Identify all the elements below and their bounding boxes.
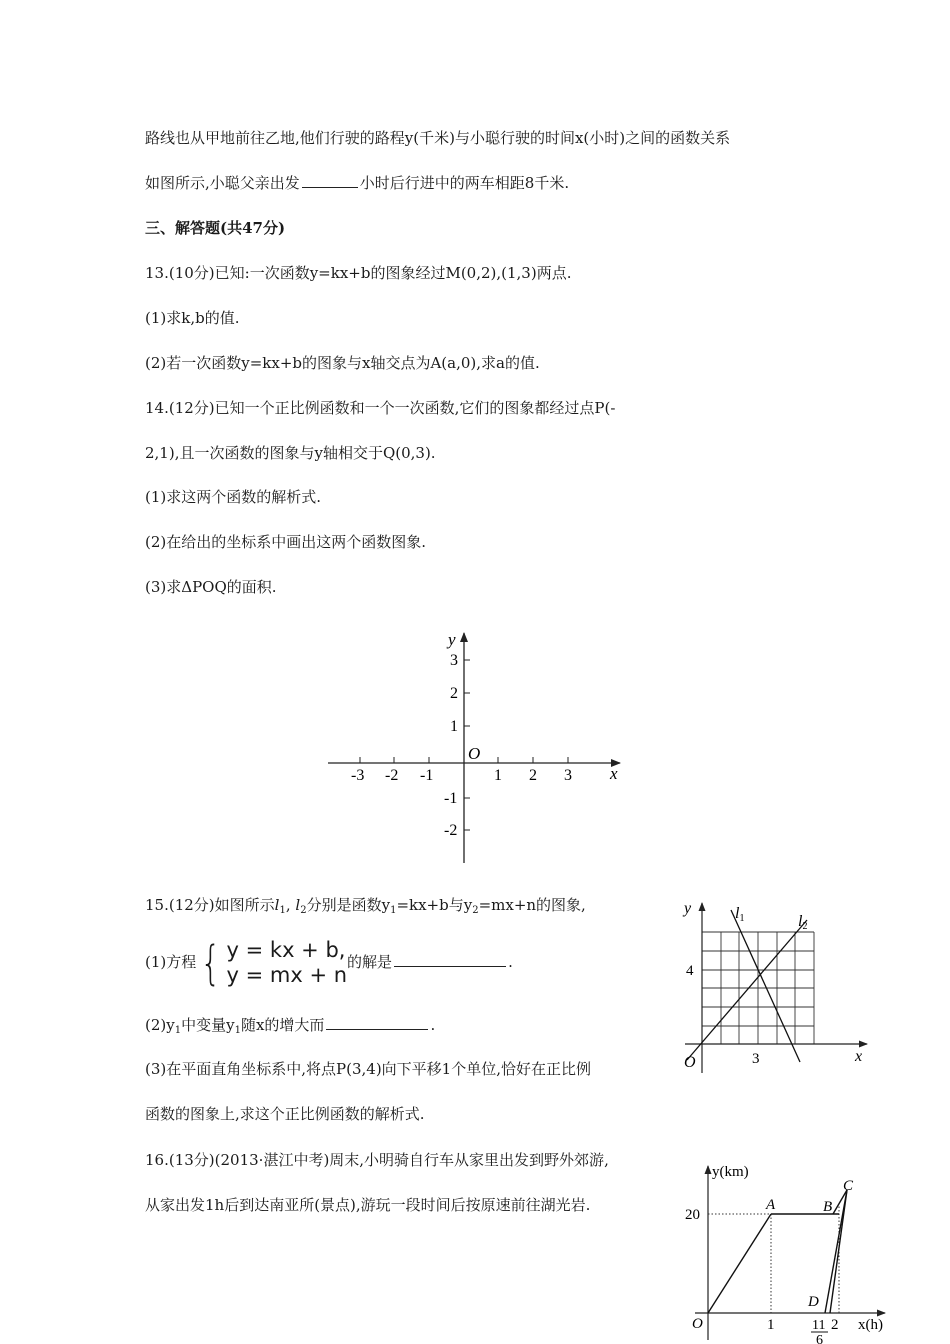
q14-y-tick-label: 3 [450,652,458,669]
q14-y-label: y [448,630,456,649]
q14-y-tick-label: -2 [444,822,458,839]
q15-part2-text: 中变量y [181,1016,235,1034]
q14-stem-line2: 2,1),且一次函数的图象与y轴相交于Q(0,3). [145,444,436,462]
q16-segment-oa [708,1214,771,1313]
q16-y-tick-20: 20 [685,1207,700,1223]
q15-y2-sub: 2 [472,905,479,916]
q16-distance-time-graph [675,1158,895,1344]
q15-l2-sub: 2 [300,905,307,916]
q15-graph-tick-y: 4 [686,963,694,979]
q14-y-tick-label: 2 [450,685,458,702]
q15-sep: , [285,896,296,914]
q14-x-tick-label: -1 [420,767,434,784]
q14-part1: (1)求这两个函数的解析式. [145,488,322,506]
q15-part2-end: . [430,1016,436,1034]
q15-grid-graph [675,898,875,1078]
q15-stem-part: 15.(12分)如图所示 [145,896,275,914]
q15-part1-text: 的解是 [347,953,393,971]
q14-coordinate-axes [320,625,630,870]
q15-stem-part: =kx+b与y [396,896,473,914]
q15-grid [702,932,814,1044]
q14-origin-label: O [468,744,481,763]
q15-part2-sub: 1 [234,1025,241,1036]
section-title: 三、解答题(共47分) [145,219,286,237]
q15-part2-text: 随x的增大而 [240,1016,325,1034]
q16-origin-label: O [692,1316,703,1332]
q15-stem-part: =mx+n的图象, [478,896,586,914]
q15-part2-text: (2)y [145,1016,175,1034]
equation-2: y = mx + n [226,963,348,987]
q15-part1-end: . [508,953,513,971]
q15-graph-tick-x: 3 [752,1051,760,1067]
q12-answer-blank[interactable] [302,173,358,188]
q14-x-tick-label: 1 [494,767,502,784]
q13-part2: (2)若一次函数y=kx+b的图象与x轴交点为A(a,0),求a的值. [145,354,540,372]
q16-point-c: C [843,1178,854,1194]
q15-part2-sub: 1 [174,1025,182,1036]
q12-line2 [145,173,569,193]
q15-l1-sub: 1 [279,905,286,916]
q15-l2: l [295,896,301,914]
q15-line-l1 [731,910,800,1062]
q16-y-label: y(km) [712,1164,749,1180]
q15-part1 [145,936,513,988]
q16-point-a: A [766,1197,776,1213]
q13-part1: (1)求k,b的值. [145,309,240,327]
q15-graph-x-label: x [855,1048,863,1065]
q15-part2 [145,1015,435,1041]
q15-graph-y-label: y [684,900,692,917]
q13-stem: 13.(10分)已知:一次函数y=kx+b的图象经过M(0,2),(1,3)两点. [145,264,572,282]
q14-x-label: x [610,764,618,783]
q15-graph-l2-label: l2 [798,913,808,932]
q15-stem [145,895,586,921]
q16-x-tick-1: 1 [767,1317,775,1333]
q14-x-tick-label: -2 [385,767,399,784]
q16-line1: 16.(13分)(2013·湛江中考)周末,小明骑自行车从家里出发到野外郊游, [145,1151,609,1169]
q16-x-label: x(h) [858,1317,883,1333]
q15-answer-blank-1[interactable] [394,952,506,967]
equation-1: y = kx + b, [226,938,346,962]
q15-stem-part: 分别是函数y [306,896,391,914]
q15-part3-line2: 函数的图象上,求这个正比例函数的解析式. [145,1105,425,1123]
q16-point-b: B [823,1199,833,1215]
q16-line2: 从家出发1h后到达南亚所(景点),游玩一段时间后按原速前往湖光岩. [145,1196,591,1214]
q15-graph-origin: O [684,1054,696,1071]
q14-y-tick-label: -1 [444,790,458,807]
q14-stem-line1: 14.(12分)已知一个正比例函数和一个一次函数,它们的图象都经过点P(- [145,399,616,417]
q14-x-tick-label: 2 [529,767,537,784]
q12-line2-end: 小时后行进中的两车相距8千米. [359,174,570,192]
q14-part3: (3)求ΔPOQ的面积. [145,578,277,596]
q14-y-tick-label: 1 [450,718,458,735]
q14-x-tick-label: -3 [351,767,365,784]
q15-answer-blank-2[interactable] [326,1015,428,1030]
brace-icon: { [200,936,222,990]
q15-y1-sub: 1 [390,905,397,916]
q12-line1: 路线也从甲地前往乙地,他们行驶的路程y(千米)与小聪行驶的时间x(小时)之间的函数关系 [145,129,731,147]
q14-part2: (2)在给出的坐标系中画出这两个函数图象. [145,533,427,551]
q14-x-tick-label: 3 [564,767,572,784]
q16-x-tick-2: 2 [831,1317,839,1333]
q15-part1-label: (1)方程 [145,953,197,971]
q15-l1: l [274,896,280,914]
q16-frac-denominator: 6 [816,1333,823,1344]
q16-frac-numerator: 11 [812,1318,826,1333]
equation-system [196,938,347,988]
q15-part3-line1: (3)在平面直角坐标系中,将点P(3,4)向下平移1个单位,恰好在正比例 [145,1060,591,1078]
q16-point-d: D [808,1294,819,1310]
q15-graph-l1-label: l1 [735,905,745,924]
q12-line2-start: 如图所示,小聪父亲出发 [145,174,300,192]
